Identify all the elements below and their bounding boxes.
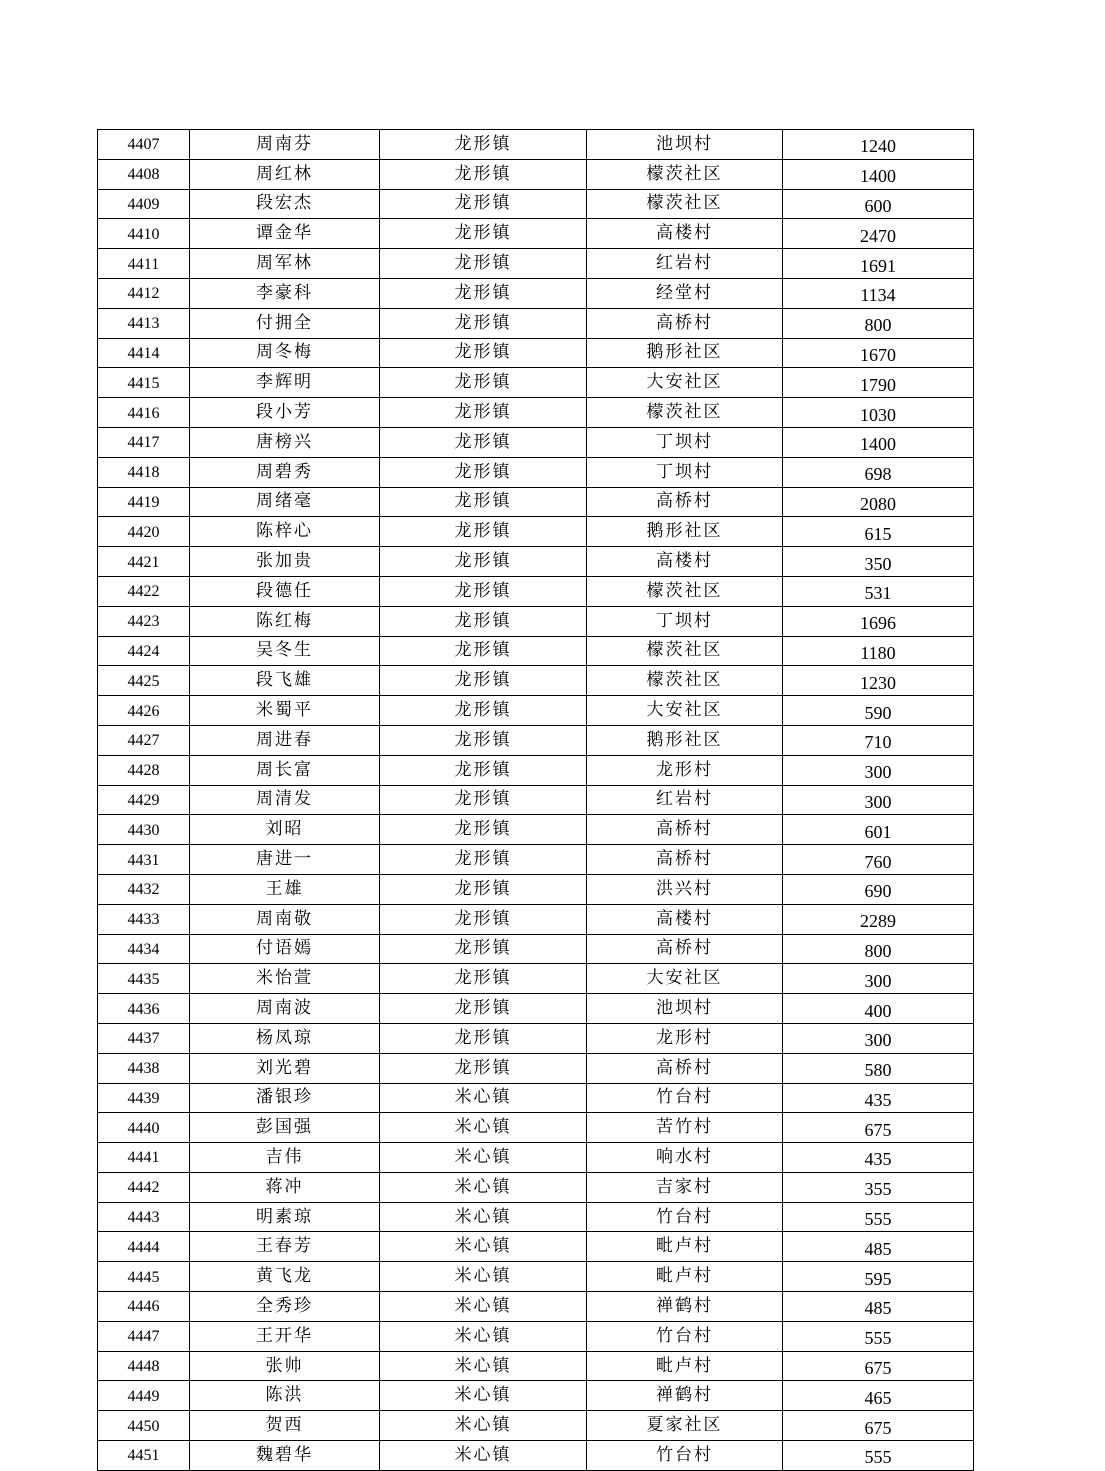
table-row [98, 219, 974, 249]
name-cell: 陈红梅 [190, 606, 380, 636]
serial-number-cell: 4446 [98, 1292, 190, 1322]
amount-cell: 1790 [783, 368, 974, 398]
village-cell: 高桥村 [587, 308, 783, 338]
town-cell: 龙形镇 [380, 159, 587, 189]
serial-number-cell: 4418 [98, 457, 190, 487]
serial-number-cell: 4417 [98, 427, 190, 457]
serial-number-cell: 4421 [98, 547, 190, 577]
town-cell: 米心镇 [380, 1172, 587, 1202]
amount-cell: 1134 [783, 278, 974, 308]
table-body [98, 130, 974, 1471]
name-cell: 段小芳 [190, 398, 380, 428]
town-cell: 龙形镇 [380, 994, 587, 1024]
village-cell: 红岩村 [587, 785, 783, 815]
town-cell: 龙形镇 [380, 1053, 587, 1083]
name-cell: 周南芬 [190, 130, 380, 160]
name-cell: 周冬梅 [190, 338, 380, 368]
village-cell: 檬茨社区 [587, 576, 783, 606]
name-cell: 张加贵 [190, 547, 380, 577]
serial-number-cell: 4437 [98, 1023, 190, 1053]
village-cell: 龙形村 [587, 1023, 783, 1053]
table-row [98, 1202, 974, 1232]
name-cell: 周清发 [190, 785, 380, 815]
table-row [98, 130, 974, 160]
name-cell: 张帅 [190, 1351, 380, 1381]
amount-cell: 1230 [783, 666, 974, 696]
name-cell: 段飞雄 [190, 666, 380, 696]
village-cell: 丁坝村 [587, 457, 783, 487]
name-cell: 刘昭 [190, 815, 380, 845]
village-cell: 禅鹤村 [587, 1292, 783, 1322]
serial-number-cell: 4422 [98, 576, 190, 606]
amount-cell: 300 [783, 1023, 974, 1053]
town-cell: 龙形镇 [380, 219, 587, 249]
village-cell: 檬茨社区 [587, 666, 783, 696]
table-row [98, 398, 974, 428]
town-cell: 米心镇 [380, 1113, 587, 1143]
name-cell: 谭金华 [190, 219, 380, 249]
amount-cell: 435 [783, 1143, 974, 1173]
serial-number-cell: 4427 [98, 725, 190, 755]
village-cell: 池坝村 [587, 130, 783, 160]
town-cell: 龙形镇 [380, 874, 587, 904]
serial-number-cell: 4438 [98, 1053, 190, 1083]
name-cell: 米怡萱 [190, 964, 380, 994]
table-row [98, 457, 974, 487]
town-cell: 龙形镇 [380, 189, 587, 219]
village-cell: 高桥村 [587, 845, 783, 875]
name-cell: 潘银珍 [190, 1083, 380, 1113]
village-cell: 响水村 [587, 1143, 783, 1173]
village-cell: 红岩村 [587, 249, 783, 279]
serial-number-cell: 4425 [98, 666, 190, 696]
name-cell: 周军林 [190, 249, 380, 279]
village-cell: 洪兴村 [587, 874, 783, 904]
town-cell: 米心镇 [380, 1292, 587, 1322]
table-row [98, 845, 974, 875]
table-row [98, 576, 974, 606]
village-cell: 经堂村 [587, 278, 783, 308]
name-cell: 魏碧华 [190, 1441, 380, 1471]
amount-cell: 601 [783, 815, 974, 845]
amount-cell: 2080 [783, 487, 974, 517]
amount-cell: 465 [783, 1381, 974, 1411]
table-row [98, 755, 974, 785]
town-cell: 龙形镇 [380, 398, 587, 428]
village-cell: 龙形村 [587, 755, 783, 785]
table-row [98, 606, 974, 636]
serial-number-cell: 4426 [98, 696, 190, 726]
amount-cell: 595 [783, 1262, 974, 1292]
amount-cell: 355 [783, 1172, 974, 1202]
town-cell: 龙形镇 [380, 696, 587, 726]
town-cell: 米心镇 [380, 1381, 587, 1411]
town-cell: 龙形镇 [380, 845, 587, 875]
amount-cell: 300 [783, 964, 974, 994]
serial-number-cell: 4412 [98, 278, 190, 308]
name-cell: 王开华 [190, 1321, 380, 1351]
amount-cell: 580 [783, 1053, 974, 1083]
serial-number-cell: 4445 [98, 1262, 190, 1292]
serial-number-cell: 4442 [98, 1172, 190, 1202]
name-cell: 唐进一 [190, 845, 380, 875]
serial-number-cell: 4443 [98, 1202, 190, 1232]
table-row [98, 666, 974, 696]
serial-number-cell: 4431 [98, 845, 190, 875]
amount-cell: 485 [783, 1292, 974, 1322]
name-cell: 付拥全 [190, 308, 380, 338]
amount-cell: 675 [783, 1411, 974, 1441]
amount-cell: 590 [783, 696, 974, 726]
amount-cell: 600 [783, 189, 974, 219]
town-cell: 龙形镇 [380, 964, 587, 994]
town-cell: 龙形镇 [380, 666, 587, 696]
amount-cell: 1400 [783, 159, 974, 189]
village-cell: 大安社区 [587, 368, 783, 398]
table-row [98, 1143, 974, 1173]
amount-cell: 698 [783, 457, 974, 487]
name-cell: 蒋冲 [190, 1172, 380, 1202]
town-cell: 龙形镇 [380, 636, 587, 666]
town-cell: 龙形镇 [380, 278, 587, 308]
name-cell: 周红林 [190, 159, 380, 189]
amount-cell: 2289 [783, 904, 974, 934]
town-cell: 龙形镇 [380, 725, 587, 755]
amount-cell: 435 [783, 1083, 974, 1113]
serial-number-cell: 4408 [98, 159, 190, 189]
village-cell: 毗卢村 [587, 1262, 783, 1292]
town-cell: 龙形镇 [380, 1023, 587, 1053]
serial-number-cell: 4447 [98, 1321, 190, 1351]
town-cell: 米心镇 [380, 1202, 587, 1232]
village-cell: 毗卢村 [587, 1232, 783, 1262]
village-cell: 丁坝村 [587, 427, 783, 457]
table-row [98, 964, 974, 994]
village-cell: 鹅形社区 [587, 725, 783, 755]
name-cell: 全秀珍 [190, 1292, 380, 1322]
table-row [98, 517, 974, 547]
table-row [98, 1262, 974, 1292]
amount-cell: 1030 [783, 398, 974, 428]
name-cell: 周进春 [190, 725, 380, 755]
town-cell: 龙形镇 [380, 517, 587, 547]
town-cell: 龙形镇 [380, 606, 587, 636]
table-row [98, 725, 974, 755]
amount-cell: 300 [783, 755, 974, 785]
town-cell: 龙形镇 [380, 785, 587, 815]
name-cell: 周碧秀 [190, 457, 380, 487]
name-cell: 贺西 [190, 1411, 380, 1441]
table-row [98, 1292, 974, 1322]
name-cell: 陈洪 [190, 1381, 380, 1411]
name-cell: 吴冬生 [190, 636, 380, 666]
town-cell: 龙形镇 [380, 934, 587, 964]
name-cell: 明素琼 [190, 1202, 380, 1232]
town-cell: 龙形镇 [380, 308, 587, 338]
town-cell: 龙形镇 [380, 487, 587, 517]
serial-number-cell: 4430 [98, 815, 190, 845]
amount-cell: 485 [783, 1232, 974, 1262]
name-cell: 王雄 [190, 874, 380, 904]
town-cell: 米心镇 [380, 1351, 587, 1381]
town-cell: 龙形镇 [380, 368, 587, 398]
amount-cell: 2470 [783, 219, 974, 249]
table-row [98, 338, 974, 368]
table-row [98, 696, 974, 726]
name-cell: 杨凤琼 [190, 1023, 380, 1053]
town-cell: 龙形镇 [380, 249, 587, 279]
serial-number-cell: 4444 [98, 1232, 190, 1262]
table-row [98, 308, 974, 338]
town-cell: 龙形镇 [380, 576, 587, 606]
serial-number-cell: 4424 [98, 636, 190, 666]
town-cell: 米心镇 [380, 1441, 587, 1471]
table-row [98, 904, 974, 934]
amount-cell: 690 [783, 874, 974, 904]
serial-number-cell: 4448 [98, 1351, 190, 1381]
village-cell: 高楼村 [587, 219, 783, 249]
village-cell: 高桥村 [587, 815, 783, 845]
serial-number-cell: 4433 [98, 904, 190, 934]
town-cell: 龙形镇 [380, 815, 587, 845]
data-table [97, 129, 974, 1471]
village-cell: 竹台村 [587, 1202, 783, 1232]
serial-number-cell: 4410 [98, 219, 190, 249]
amount-cell: 615 [783, 517, 974, 547]
amount-cell: 400 [783, 994, 974, 1024]
village-cell: 大安社区 [587, 696, 783, 726]
serial-number-cell: 4432 [98, 874, 190, 904]
table-row [98, 785, 974, 815]
serial-number-cell: 4419 [98, 487, 190, 517]
table-row [98, 547, 974, 577]
amount-cell: 1400 [783, 427, 974, 457]
table-row [98, 874, 974, 904]
town-cell: 米心镇 [380, 1232, 587, 1262]
table-row [98, 487, 974, 517]
name-cell: 吉伟 [190, 1143, 380, 1173]
name-cell: 李辉明 [190, 368, 380, 398]
serial-number-cell: 4411 [98, 249, 190, 279]
name-cell: 陈梓心 [190, 517, 380, 547]
town-cell: 龙形镇 [380, 457, 587, 487]
serial-number-cell: 4449 [98, 1381, 190, 1411]
serial-number-cell: 4440 [98, 1113, 190, 1143]
table-row [98, 1053, 974, 1083]
serial-number-cell: 4429 [98, 785, 190, 815]
serial-number-cell: 4414 [98, 338, 190, 368]
village-cell: 高桥村 [587, 487, 783, 517]
table-row [98, 159, 974, 189]
amount-cell: 1240 [783, 130, 974, 160]
amount-cell: 300 [783, 785, 974, 815]
name-cell: 唐榜兴 [190, 427, 380, 457]
name-cell: 周绪毫 [190, 487, 380, 517]
amount-cell: 555 [783, 1202, 974, 1232]
serial-number-cell: 4409 [98, 189, 190, 219]
name-cell: 周长富 [190, 755, 380, 785]
town-cell: 米心镇 [380, 1143, 587, 1173]
table-row [98, 249, 974, 279]
serial-number-cell: 4416 [98, 398, 190, 428]
amount-cell: 555 [783, 1321, 974, 1351]
amount-cell: 1691 [783, 249, 974, 279]
town-cell: 龙形镇 [380, 130, 587, 160]
village-cell: 檬茨社区 [587, 159, 783, 189]
name-cell: 段宏杰 [190, 189, 380, 219]
table-row [98, 934, 974, 964]
name-cell: 周南波 [190, 994, 380, 1024]
village-cell: 池坝村 [587, 994, 783, 1024]
name-cell: 李豪科 [190, 278, 380, 308]
village-cell: 毗卢村 [587, 1351, 783, 1381]
name-cell: 彭国强 [190, 1113, 380, 1143]
serial-number-cell: 4413 [98, 308, 190, 338]
name-cell: 付语嫣 [190, 934, 380, 964]
table-row [98, 636, 974, 666]
serial-number-cell: 4436 [98, 994, 190, 1024]
serial-number-cell: 4423 [98, 606, 190, 636]
name-cell: 米蜀平 [190, 696, 380, 726]
serial-number-cell: 4441 [98, 1143, 190, 1173]
table-row [98, 815, 974, 845]
amount-cell: 1670 [783, 338, 974, 368]
village-cell: 竹台村 [587, 1321, 783, 1351]
serial-number-cell: 4450 [98, 1411, 190, 1441]
village-cell: 檬茨社区 [587, 636, 783, 666]
village-cell: 鹅形社区 [587, 517, 783, 547]
table-row [98, 1381, 974, 1411]
town-cell: 米心镇 [380, 1262, 587, 1292]
amount-cell: 675 [783, 1113, 974, 1143]
village-cell: 大安社区 [587, 964, 783, 994]
serial-number-cell: 4435 [98, 964, 190, 994]
table-row [98, 994, 974, 1024]
amount-cell: 555 [783, 1441, 974, 1471]
serial-number-cell: 4420 [98, 517, 190, 547]
name-cell: 黄飞龙 [190, 1262, 380, 1292]
town-cell: 米心镇 [380, 1083, 587, 1113]
village-cell: 竹台村 [587, 1083, 783, 1113]
amount-cell: 710 [783, 725, 974, 755]
table-row [98, 1023, 974, 1053]
table-row [98, 1441, 974, 1471]
name-cell: 周南敬 [190, 904, 380, 934]
village-cell: 高楼村 [587, 547, 783, 577]
village-cell: 苦竹村 [587, 1113, 783, 1143]
table-row [98, 1113, 974, 1143]
table-row [98, 368, 974, 398]
town-cell: 龙形镇 [380, 755, 587, 785]
amount-cell: 760 [783, 845, 974, 875]
serial-number-cell: 4451 [98, 1441, 190, 1471]
name-cell: 王春芳 [190, 1232, 380, 1262]
table-row [98, 1232, 974, 1262]
amount-cell: 1180 [783, 636, 974, 666]
village-cell: 丁坝村 [587, 606, 783, 636]
table-row [98, 427, 974, 457]
town-cell: 龙形镇 [380, 338, 587, 368]
amount-cell: 800 [783, 934, 974, 964]
serial-number-cell: 4415 [98, 368, 190, 398]
serial-number-cell: 4407 [98, 130, 190, 160]
serial-number-cell: 4439 [98, 1083, 190, 1113]
town-cell: 米心镇 [380, 1411, 587, 1441]
table-row [98, 278, 974, 308]
village-cell: 高桥村 [587, 1053, 783, 1083]
village-cell: 檬茨社区 [587, 189, 783, 219]
village-cell: 高桥村 [587, 934, 783, 964]
town-cell: 龙形镇 [380, 427, 587, 457]
town-cell: 米心镇 [380, 1321, 587, 1351]
name-cell: 段德任 [190, 576, 380, 606]
table-row [98, 189, 974, 219]
amount-cell: 800 [783, 308, 974, 338]
village-cell: 吉家村 [587, 1172, 783, 1202]
table-row [98, 1351, 974, 1381]
serial-number-cell: 4434 [98, 934, 190, 964]
village-cell: 鹅形社区 [587, 338, 783, 368]
table-row [98, 1083, 974, 1113]
village-cell: 夏家社区 [587, 1411, 783, 1441]
amount-cell: 531 [783, 576, 974, 606]
village-cell: 檬茨社区 [587, 398, 783, 428]
amount-cell: 350 [783, 547, 974, 577]
village-cell: 高楼村 [587, 904, 783, 934]
town-cell: 龙形镇 [380, 904, 587, 934]
serial-number-cell: 4428 [98, 755, 190, 785]
name-cell: 刘光碧 [190, 1053, 380, 1083]
table-row [98, 1172, 974, 1202]
village-cell: 竹台村 [587, 1441, 783, 1471]
village-cell: 禅鹤村 [587, 1381, 783, 1411]
amount-cell: 1696 [783, 606, 974, 636]
table-row [98, 1411, 974, 1441]
table-row [98, 1321, 974, 1351]
amount-cell: 675 [783, 1351, 974, 1381]
town-cell: 龙形镇 [380, 547, 587, 577]
